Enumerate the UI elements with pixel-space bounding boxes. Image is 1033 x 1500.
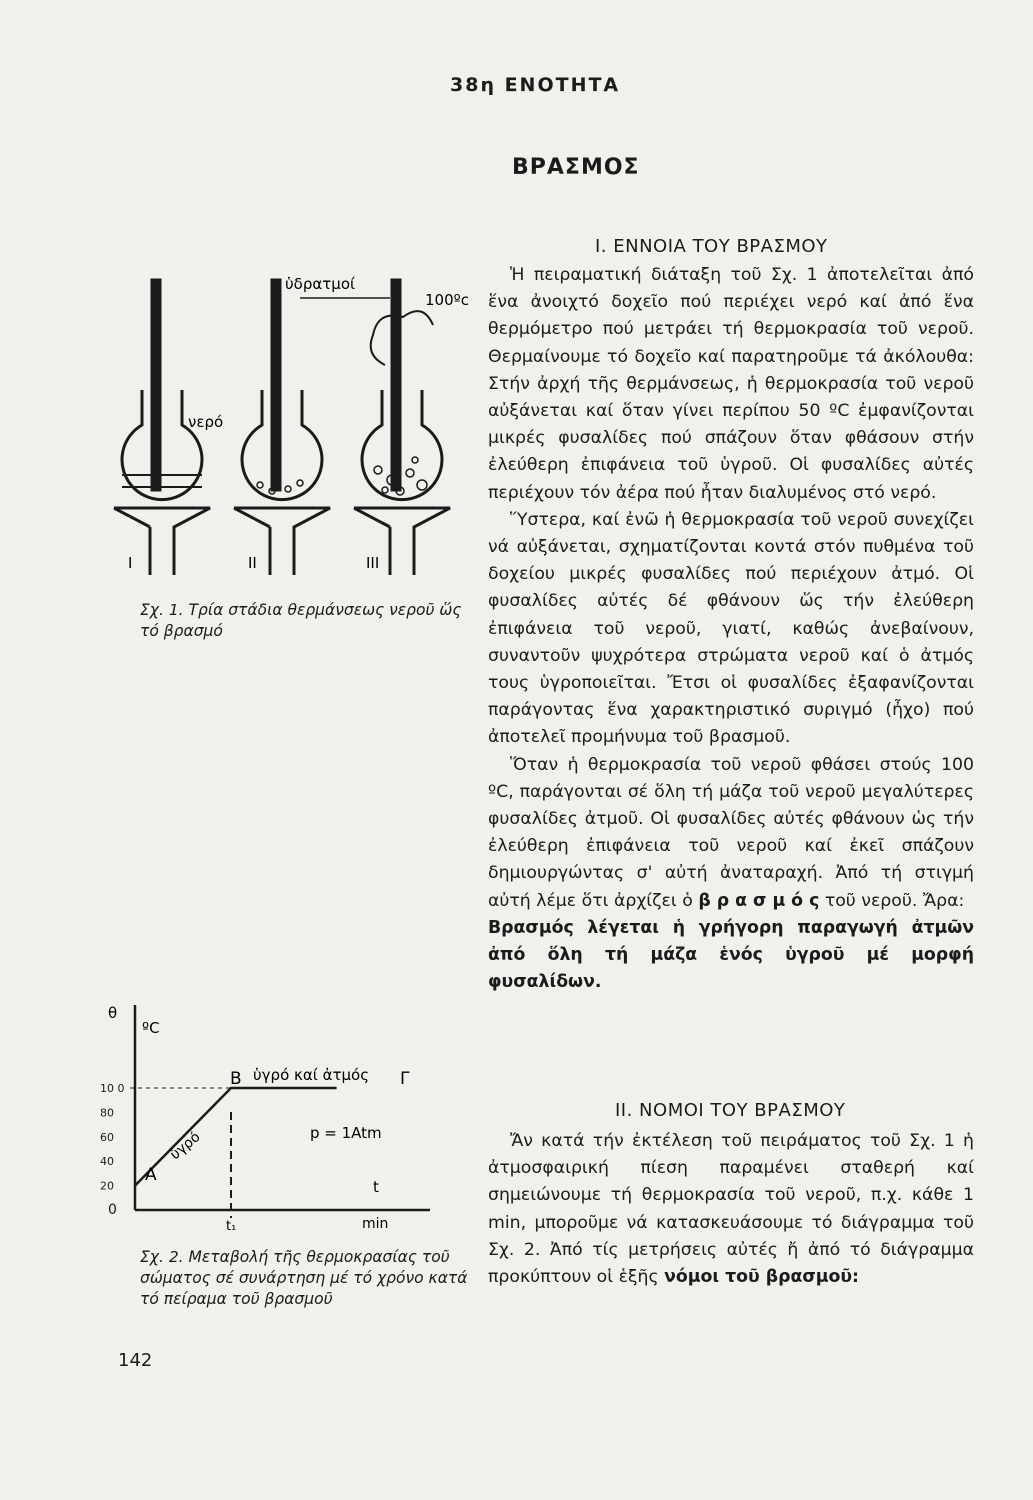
y-tick-label: 10 0 [100, 1082, 125, 1095]
temperature-curve [135, 1088, 337, 1186]
x-unit: min [362, 1216, 389, 1232]
definition: Βρασμός λέγεται ἡ γρήγορη παραγωγή ἀτμῶν ἀπό ὅλη τή μάζα ἑνός ὑγροῦ μέ μορφή φυσαλίδων. [488, 917, 974, 993]
label-water: νερό [188, 413, 224, 431]
laws-heading: νόμοι τοῦ βρασμοῦ: [664, 1267, 859, 1288]
section-title: ΒΡΑΣΜΟΣ [512, 155, 640, 180]
stage-1: Ι [128, 554, 133, 572]
unit-title: 38η ΕΝΟΤΗΤΑ [450, 74, 621, 96]
paragraph-4: Ἄν κατά τήν ἐκτέλεση τοῦ πειράματος τοῦ Σχ. 1 ἡ ἀτμοσφαιρική πίεση παραμένει σταθερή καί σημειώνουμε τή θερμοκρασία τοῦ νεροῦ, π.χ. κάθε 1 min, μποροῦμε νά κατασκευάσουμε τό διάγραμμα τοῦ Σχ. 2. Ἀπό τίς μετρήσεις αὐτές ἤ ἀπό τό διάγραμμα προκύπτουν οἱ ἑξῆς νόμοι τοῦ βρασμοῦ: [488, 1131, 974, 1288]
point-a: A [145, 1165, 157, 1185]
y-axis-label: θ [108, 1004, 118, 1022]
y-tick-label: 80 [100, 1106, 114, 1120]
figure-2-caption: Σχ. 2. Μεταβολή τῆς θερμοκρασίας τοῦ σώματος σέ συνάρτηση μέ τό χρόνο κατά τό πείραμα τοῦ βρασμοῦ [140, 1248, 468, 1308]
label-liquid-vapor: ὑγρό καί ἀτμός [253, 1066, 370, 1084]
label-100c: 100ºc [425, 291, 469, 309]
x-label: t [373, 1178, 379, 1196]
y-unit: ºC [142, 1019, 160, 1037]
text-column-1 [488, 262, 974, 996]
stage-3: ΙΙΙ [366, 554, 380, 572]
spaced-term: β ρ α σ μ ό ς [698, 890, 820, 911]
label-vapor: ὑδρατμοί [285, 275, 356, 293]
page-number: 142 [118, 1350, 153, 1371]
text-column-2 [488, 1128, 974, 1291]
subsection-title-2: ΙΙ. ΝΟΜΟΙ ΤΟΥ ΒΡΑΣΜΟΥ [615, 1100, 846, 1121]
flask-3 [354, 280, 450, 575]
paragraph-3: Ὅταν ἡ θερμοκρασία τοῦ νεροῦ φθάσει στούς 100 ºC, παράγονται σέ ὅλη τή μάζα τοῦ νεροῦ μεγαλύτερες φυσαλίδες ἀτμοῦ. Οἱ φυσαλίδες αὐτές φθάνουν ὡς τήν ἐλεύθερη ἐπιφάνεια τοῦ νεροῦ καί ἐκεῖ σπάζουν δημιουργώντας σ' αὐτή ἀναταραχή. Ἀπό τή στιγμή αὐτή λέμε ὅτι ἀρχίζει ὁ β ρ α σ μ ό ς τοῦ νεροῦ. Ἄρα: [488, 754, 974, 911]
label-liquid: ὑγρό [167, 1129, 204, 1164]
t1-label: t₁ [226, 1219, 237, 1234]
figure-1-caption: Σχ. 1. Τρία στάδια θερμάνσεως νεροῦ ὥς τό βρασμό [140, 601, 462, 640]
y-tick-label: 20 [100, 1179, 114, 1193]
point-g: Γ [400, 1069, 410, 1089]
figure-2-graph [100, 1000, 440, 1235]
paragraph-1: Ἡ πειραματική διάταξη τοῦ Σχ. 1 ἀποτελεῖται ἀπό ἕνα ἀνοιχτό δοχεῖο πού περιέχει νερό καί ἀπό ἕνα θερμόμετρο πού μετράει τή θερμοκρασία τοῦ νεροῦ. Θερμαίνουμε τό δοχεῖο καί παρατηροῦμε τά ἀκόλουθα: Στήν ἀρχή τῆς θερμάνσεως, ἡ θερμοκρασία τοῦ νεροῦ αὐξάνεται καί ὅταν γίνει περίπου 50 ºC ἐμφανίζονται μικρές φυσαλίδες πού σπάζουν ὅταν φθάσουν στήν ἐλεύθερη ἐπιφάνεια τοῦ ὑγροῦ. Οἱ φυσαλίδες αὐτές περιέχουν τόν ἀέρα πού ἦταν διαλυμένος στό νερό. [488, 265, 974, 503]
flask-2 [234, 280, 330, 575]
label-pressure: p = 1Atm [310, 1124, 382, 1142]
subsection-title-1: Ι. ΕΝΝΟΙΑ ΤΟΥ ΒΡΑΣΜΟΥ [595, 236, 828, 257]
point-b: B [230, 1069, 242, 1089]
y-tick-label: 60 [100, 1130, 114, 1144]
y-tick-label: 40 [100, 1155, 114, 1169]
figure-1-flasks [100, 265, 475, 595]
paragraph-2: Ὕστερα, καί ἐνῶ ἡ θερμοκρασία τοῦ νεροῦ συνεχίζει νά αὐξάνεται, σχηματίζονται κοντά στόν πυθμένα τοῦ δοχείου μικρές φυσαλίδες πού περιέχουν ἀτμό. Οἱ φυσαλίδες αὐτές δέ φθάνουν ὥς τήν ἐλεύθερη ἐπιφάνεια τοῦ νεροῦ, γιατί, καθώς ἀνεβαίνουν, συναντοῦν ψυχρότερα στρώματα νεροῦ καί ὁ ἀτμός τους ὑγροποιεῖται. Ἔτσι οἱ φυσαλίδες ἐξαφανίζονται παράγοντας ἕνα χαρακτηριστικό συριγμό (ἦχο) πού ἀποτελεῖ προμήνυμα τοῦ βρασμοῦ. [488, 509, 974, 748]
y-tick-label: 0 [108, 1202, 117, 1218]
stage-2: ΙΙ [248, 554, 257, 572]
